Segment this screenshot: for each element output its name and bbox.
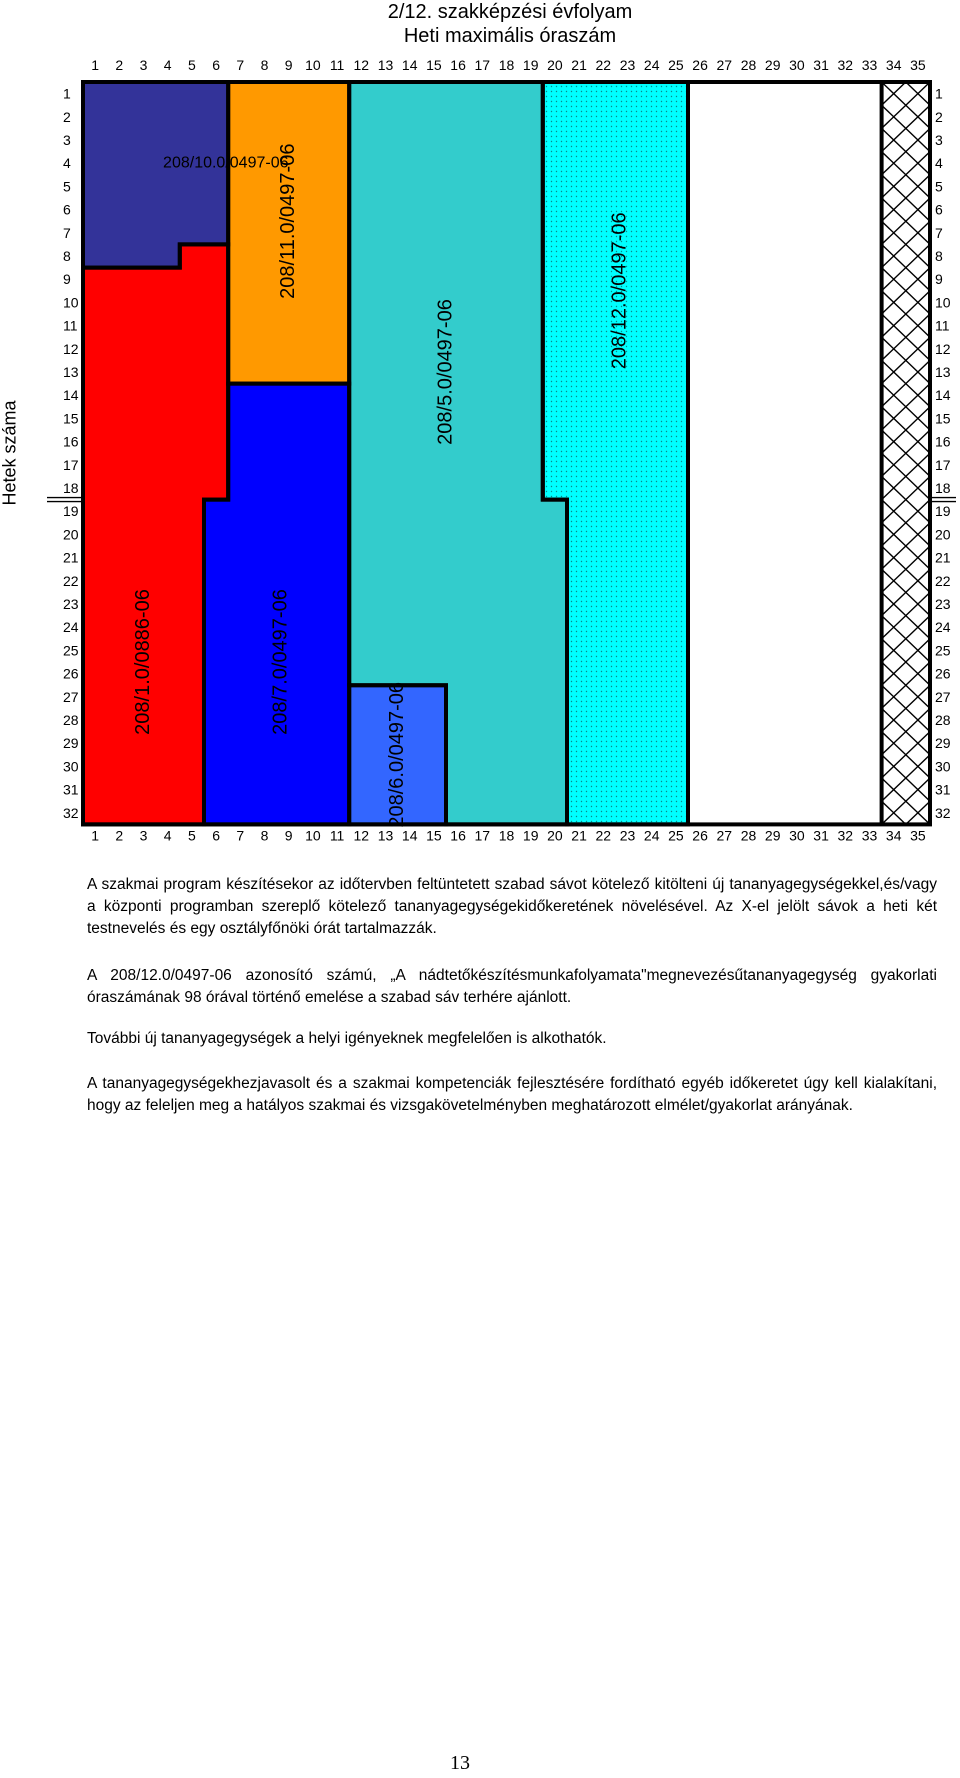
x-tick-top: 24 [643,57,660,73]
x-tick-bottom: 14 [401,827,418,844]
block-free-band [688,82,882,824]
x-tick-top: 1 [91,57,99,73]
y-tick-right: 17 [935,456,951,473]
x-tick-bottom: 1 [91,827,99,844]
y-tick-right: 5 [935,178,943,195]
schedule-diagram [0,0,960,860]
x-tick-bottom: 2 [115,827,124,844]
x-tick-top: 31 [813,57,829,73]
x-tick-top: 21 [571,57,587,73]
block-208-10-0-0497-06 [83,82,228,268]
x-tick-bottom: 18 [498,827,515,844]
y-tick-left: 30 [63,758,79,775]
x-tick-top: 22 [595,57,612,73]
block-label: 208/12.0/0497-06 [608,212,631,370]
y-tick-left: 25 [63,642,79,659]
y-tick-right: 12 [935,340,951,357]
x-tick-top: 16 [450,57,466,73]
x-tick-top: 26 [692,57,708,73]
x-tick-bottom: 15 [426,827,442,844]
x-tick-bottom: 17 [474,827,491,844]
y-tick-right: 8 [935,248,943,264]
y-tick-right: 21 [935,549,951,566]
y-tick-left: 19 [63,503,79,520]
y-tick-left: 8 [63,248,71,264]
y-tick-left: 29 [63,735,79,752]
chart-title-line1: 2/12. szakképzési évfolyam [387,1,633,23]
y-tick-right: 7 [935,224,943,241]
y-tick-left: 20 [63,526,79,543]
x-tick-top: 10 [305,57,321,73]
y-tick-right: 26 [935,665,951,682]
x-tick-top: 2 [115,57,124,73]
x-tick-top: 12 [353,57,370,73]
x-tick-bottom: 5 [188,827,196,844]
y-tick-right: 4 [935,155,943,172]
x-tick-top: 5 [188,57,196,73]
paragraph-new-units: További új tananyagegységek a helyi igényeknek megfelelően is alkothatók. [87,1030,607,1047]
paragraph-recommendation: A 208/12.0/0497-06 azonosító számú, „A nádtetőkészítésmunkafolyamata"megnevezésűtananyagegység gyakorlati óraszámának 98 órával történő emelése a szabad sáv terhére ajánlott. [87,967,937,1006]
y-tick-left: 17 [63,456,79,473]
x-tick-top: 32 [837,57,854,73]
x-tick-bottom: 32 [837,827,854,844]
chart-title-line2: Heti maximális óraszám [403,25,617,47]
y-tick-right: 24 [935,619,951,636]
y-tick-right: 20 [935,526,951,543]
x-tick-bottom: 20 [547,827,563,844]
y-tick-left: 18 [63,480,79,496]
y-tick-left: 10 [63,294,79,311]
y-tick-left: 4 [63,155,71,172]
x-tick-top: 6 [212,57,220,73]
x-tick-bottom: 9 [284,827,293,844]
y-tick-right: 19 [935,503,951,520]
y-tick-right: 28 [935,712,951,728]
y-tick-right: 18 [935,480,951,496]
page-number: 13 [450,1752,470,1774]
y-tick-right: 10 [935,294,951,311]
x-tick-top: 28 [740,57,757,73]
y-tick-left: 31 [63,781,79,798]
x-tick-bottom: 26 [692,827,708,844]
x-tick-top: 25 [668,57,684,73]
x-tick-bottom: 24 [643,827,660,844]
x-tick-bottom: 12 [353,827,370,844]
x-tick-bottom: 28 [740,827,757,844]
x-tick-bottom: 10 [305,827,321,844]
y-tick-left: 21 [63,549,79,566]
y-tick-right: 1 [935,85,943,102]
y-tick-right: 29 [935,735,951,752]
x-tick-top: 18 [498,57,515,73]
x-tick-bottom: 35 [910,827,926,844]
y-tick-right: 13 [935,364,951,380]
y-tick-right: 23 [935,596,951,612]
x-tick-top: 33 [861,57,878,73]
x-tick-bottom: 33 [861,827,878,844]
x-tick-bottom: 21 [571,827,587,844]
y-tick-right: 15 [935,410,951,427]
paragraph-time-frame: A tananyagegységekhezjavasolt és a szakmai kompetenciák fejlesztésére fordítható egyéb időkeretet úgy kell kialakítani, hogy az feleljen meg a hatályos szakmai és vizsgakövetelményben meghatározott elmélet/gyakorlat arányának. [87,1075,937,1114]
y-tick-right: 22 [935,572,951,589]
x-tick-top: 17 [474,57,491,73]
x-tick-top: 4 [163,57,172,73]
x-tick-bottom: 19 [522,827,539,844]
x-tick-top: 19 [522,57,539,73]
x-tick-bottom: 25 [668,827,684,844]
x-tick-top: 9 [284,57,293,73]
block-label: 208/7.0/0497-06 [269,589,292,735]
block-label: 208/5.0/0497-06 [434,299,457,445]
x-tick-top: 35 [910,57,926,73]
y-tick-left: 23 [63,596,79,612]
y-tick-left: 3 [63,132,71,148]
y-tick-right: 11 [935,317,950,334]
x-tick-top: 3 [139,57,148,73]
x-tick-top: 30 [789,57,805,73]
x-tick-bottom: 6 [212,827,220,844]
y-tick-right: 27 [935,688,951,705]
y-tick-left: 11 [63,317,78,334]
y-tick-left: 14 [63,387,79,404]
block-label: 208/11.0/0497-06 [276,143,299,299]
y-tick-left: 22 [63,572,79,589]
y-tick-left: 7 [63,224,71,241]
x-tick-bottom: 29 [764,827,781,844]
x-tick-bottom: 7 [236,827,245,844]
x-tick-top: 29 [764,57,781,73]
x-tick-bottom: 34 [885,827,902,844]
y-tick-left: 6 [63,201,71,218]
x-tick-bottom: 16 [450,827,466,844]
x-tick-bottom: 11 [329,827,345,844]
x-tick-top: 27 [716,57,733,73]
y-tick-left: 28 [63,712,79,728]
block-label: 208/10.0/0497-06 [163,154,289,172]
block-label: 208/1.0/0886-06 [131,589,154,735]
x-tick-bottom: 13 [377,827,394,844]
x-tick-top: 8 [260,57,269,73]
x-tick-top: 15 [426,57,442,73]
x-tick-bottom: 8 [260,827,269,844]
x-tick-top: 14 [401,57,418,73]
y-tick-right: 31 [935,781,951,798]
y-tick-left: 24 [63,619,79,636]
y-tick-right: 25 [935,642,951,659]
x-tick-bottom: 4 [163,827,172,844]
y-tick-right: 3 [935,132,943,148]
x-tick-bottom: 31 [813,827,829,844]
x-tick-top: 11 [329,57,345,73]
y-tick-left: 5 [63,178,71,195]
y-tick-left: 1 [63,85,71,102]
y-tick-right: 14 [935,387,951,404]
y-tick-right: 9 [935,271,943,288]
y-tick-right: 32 [935,804,951,821]
y-tick-left: 27 [63,688,79,705]
y-tick-left: 9 [63,271,71,288]
x-tick-bottom: 27 [716,827,733,844]
x-tick-bottom: 3 [139,827,148,844]
x-tick-bottom: 30 [789,827,805,844]
x-tick-top: 7 [236,57,245,73]
y-axis-label: Hetek száma [0,400,20,506]
y-tick-left: 16 [63,433,79,450]
x-tick-top: 13 [377,57,394,73]
y-tick-right: 6 [935,201,943,218]
y-tick-left: 12 [63,340,79,357]
y-tick-right: 30 [935,758,951,775]
x-tick-top: 23 [619,57,636,73]
block-label: 208/6.0/0497-06 [385,681,408,828]
y-tick-left: 13 [63,364,79,380]
x-tick-top: 34 [885,57,902,73]
y-tick-left: 32 [63,804,79,821]
y-tick-left: 2 [63,108,71,125]
y-tick-left: 26 [63,665,79,682]
y-tick-right: 2 [935,108,943,125]
x-tick-bottom: 23 [619,827,636,844]
y-tick-right: 16 [935,433,951,450]
paragraph-free-band: A szakmai program készítésekor az időtervben feltüntetett szabad sávot kötelező kitölteni új tananyagegységekkel,és/vagy a központi programban szereplő kötelező tananyagegységekidőkeretének növelésével. Az X-el jelölt sávok a heti két testnevelés és egy osztályfőnöki órát tartalmazzák. [87,876,937,937]
x-tick-top: 20 [547,57,563,73]
x-tick-bottom: 22 [595,827,612,844]
y-tick-left: 15 [63,410,79,427]
